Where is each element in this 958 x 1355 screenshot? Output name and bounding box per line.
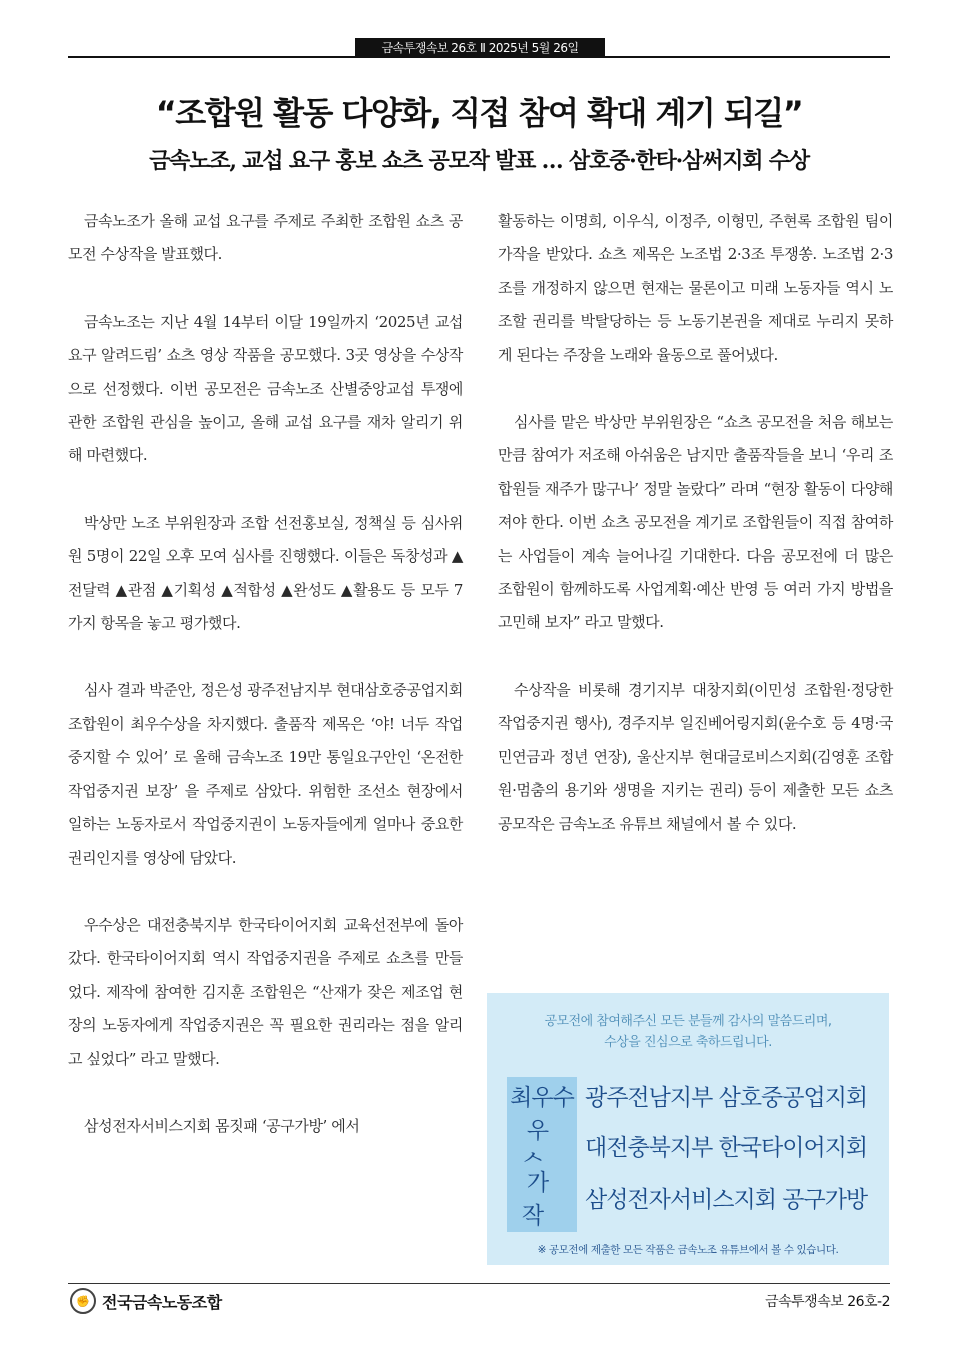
award-winner: 광주전남지부 삼호중공업지회 bbox=[585, 1084, 868, 1111]
thanks-message bbox=[487, 1011, 889, 1053]
paragraph: 금속노조는 지난 4월 14부터 이달 19일까지 ‘2025년 교섭 요구 알려드림’ 쇼츠 영상 작품을 공모했다. 3곳 영상을 수상작으로 선정했다. 이번 공모전은 금속노조 산별중앙교섭 투쟁에 관한 조합원 관심을 높이고, 올해 교섭 요구를 재차 알리기 위해 마련했다. bbox=[68, 312, 463, 465]
headline: “조합원 활동 다양화, 직접 참여 확대 계기 되길” bbox=[155, 94, 803, 132]
award-notice-box bbox=[487, 993, 889, 1265]
paragraph: 삼성전자서비스지회 몸짓패 ‘공구가방’ 에서 bbox=[84, 1116, 360, 1135]
subheadline: 금속노조, 교섭 요구 홍보 쇼츠 공모작 발표 … 삼호중·한타·삼써지회 수상 bbox=[149, 148, 809, 174]
notice-footnote: ※ 공모전에 제출한 모든 작품은 금속노조 유튜브에서 볼 수 있습니다. bbox=[537, 1244, 839, 1256]
union-emblem-icon: ✊ bbox=[70, 1288, 96, 1314]
page-number: 금속투쟁속보 26호-2 bbox=[765, 1294, 890, 1310]
paragraph: 수상작을 비롯해 경기지부 대창지회(이민성 조합원·정당한 작업중지권 행사), 경주지부 일진베어링지회(윤수호 등 4명·국민연금과 정년 연장), 울산지부 현대글로비스지회(김영훈 조합원·멈춤의 용기와 생명을 지키는 권리) 등이 제출한 모든 쇼츠 공모작은 금속노조 유튜브 채널에서 볼 수 있다. bbox=[498, 680, 893, 833]
award-row-excellence bbox=[507, 1118, 868, 1165]
paragraph: 심사를 맡은 박상만 부위원장은 “쇼츠 공모전을 처음 해보는 만큼 참여가 저조해 아쉬움은 남지만 출품작들을 보니 ‘우리 조합원들 재주가 많구나’ 정말 놀랐다” 라며 “현장 활동이 다양해져야 한다. 이번 쇼츠 공모전을 계기로 조합원들이 직접 참여하는 사업들이 계속 늘어나길 기대한다. 다음 공모전에 더 많은 조합원이 함께하도록 사업계획·예산 반영 등 여러 가지 방법을 고민해 보자” 라고 말했다. bbox=[498, 413, 893, 632]
award-row-grand bbox=[507, 1075, 867, 1115]
article-column-left bbox=[68, 205, 463, 1177]
award-winner: 삼성전자서비스지회 공구가방 bbox=[585, 1186, 868, 1213]
footer-rule bbox=[68, 1283, 890, 1284]
award-row-honorable bbox=[507, 1170, 868, 1229]
thanks-line: 수상을 진심으로 축하드립니다. bbox=[604, 1035, 772, 1050]
thanks-line: 공모전에 참여해주신 모든 분들께 감사의 말씀드리며, bbox=[544, 1014, 832, 1029]
paragraph: 활동하는 이명희, 이우식, 이정주, 이형민, 주현록 조합원 팀이 가작을 받았다. 쇼츠 제목은 노조법 2·3조 투쟁쏭. 노조법 2·3조를 개정하지 않으면 현재는 물론이고 미래 노동자들 역시 노조할 권리를 박탈당하는 등 노동기본권을 제대로 누리지 못하게 된다는 주장을 노래와 율동으로 풀어냈다. bbox=[498, 212, 893, 364]
award-tag: 최우수 bbox=[507, 1077, 577, 1114]
award-winner: 대전충북지부 한국타이어지회 bbox=[585, 1134, 868, 1161]
article-column-right bbox=[498, 205, 893, 875]
paragraph: 금속노조가 올해 교섭 요구를 주제로 주최한 조합원 쇼츠 공모전 수상작을 발표했다. bbox=[68, 212, 463, 264]
paragraph: 우수상은 대전충북지부 한국타이어지회 교육선전부에 돌아갔다. 한국타이어지회 역시 작업중지권을 주제로 쇼츠를 만들었다. 제작에 참여한 김지훈 조합원은 “산재가 잦은 제조업 현장의 노동자에게 작업중지권은 꼭 필요한 권리라는 점을 알리고 싶었다” 라고 말했다. bbox=[68, 915, 463, 1068]
award-tag: 가작 bbox=[507, 1162, 577, 1232]
award-tag: 우 bbox=[507, 1110, 577, 1180]
paragraph: 심사 결과 박준안, 정은성 광주전남지부 현대삼호중공업지회 조합원이 최우수상을 차지했다. 출품작 제목은 ‘야! 너두 작업 중지할 수 있어’ 로 올해 금속노조 19만 통일요구안인 ‘온전한 작업중지권 보장’ 을 주제로 삼았다. 위험한 조선소 현장에서 일하는 노동자로서 작업중지권이 노동자들에게 얼마나 중요한 권리인지를 영상에 담았다. bbox=[68, 681, 463, 867]
union-name: 전국금속노동조합 bbox=[102, 1292, 222, 1312]
paragraph: 박상만 노조 부위원장과 조합 선전홍보실, 정책실 등 심사위원 5명이 22일 오후 모여 심사를 진행했다. 이들은 독창성과 ▲전달력 ▲관점 ▲기획성 ▲적합성 ▲완성도 ▲활용도 등 모두 7가지 항목을 놓고 평가했다. bbox=[68, 513, 463, 633]
issue-label: 금속투쟁속보 26호 Ⅱ 2025년 5월 26일 bbox=[355, 38, 605, 58]
union-logo bbox=[70, 1288, 222, 1314]
